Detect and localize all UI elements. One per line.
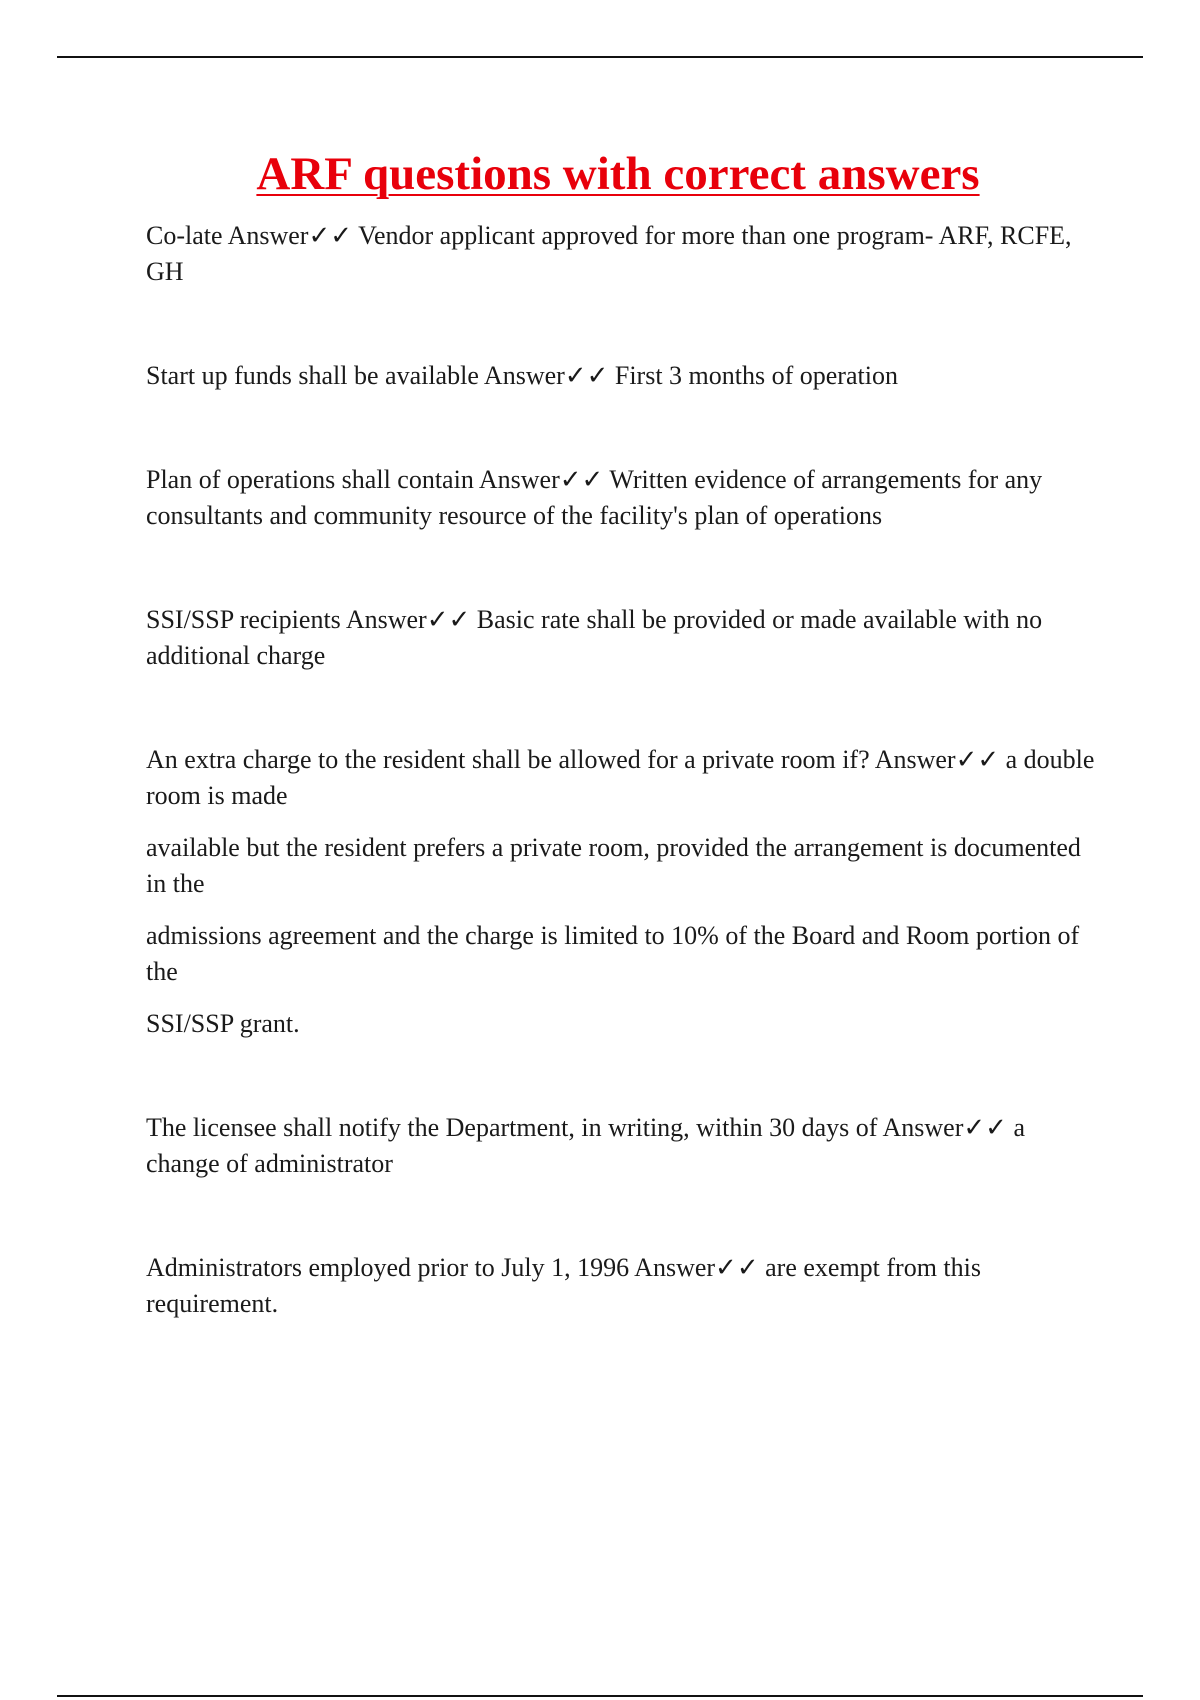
top-rule xyxy=(57,56,1143,58)
qa-item-startup-funds: Start up funds shall be available Answer✓✓ First 3 months of operation xyxy=(146,361,898,390)
qa-item-ssi-ssp-recipients: SSI/SSP recipients Answer✓✓ Basic rate shall be provided or made available with no additional charge xyxy=(146,605,1043,670)
document-title: ARF questions with correct answers xyxy=(256,148,980,200)
qa-item-notify-department: The licensee shall notify the Department, in writing, within 30 days of Answer✓✓ a change of administrator xyxy=(146,1113,1025,1178)
qa-item-private-room: An extra charge to the resident shall be allowed for a private room if? Answer✓✓ a double room is made xyxy=(146,745,1095,810)
qa-item-co-late: Co-late Answer✓✓ Vendor applicant approved for more than one program- ARF, RCFE, GH xyxy=(146,221,1072,286)
bottom-rule xyxy=(57,1695,1143,1697)
qa-item-private-room-cont-2: admissions agreement and the charge is limited to 10% of the Board and Room portion of the xyxy=(146,921,1080,986)
qa-item-administrators-exempt: Administrators employed prior to July 1, 1996 Answer✓✓ are exempt from this requirement. xyxy=(146,1253,981,1318)
document-body xyxy=(146,218,1096,1322)
qa-item-private-room-cont-3: SSI/SSP grant. xyxy=(146,1009,300,1038)
qa-item-private-room-cont-1: available but the resident prefers a private room, provided the arrangement is documented in the xyxy=(146,833,1081,898)
qa-item-plan-of-operations: Plan of operations shall contain Answer✓✓ Written evidence of arrangements for any consultants and community resource of the facility's plan of operations xyxy=(146,465,1043,530)
